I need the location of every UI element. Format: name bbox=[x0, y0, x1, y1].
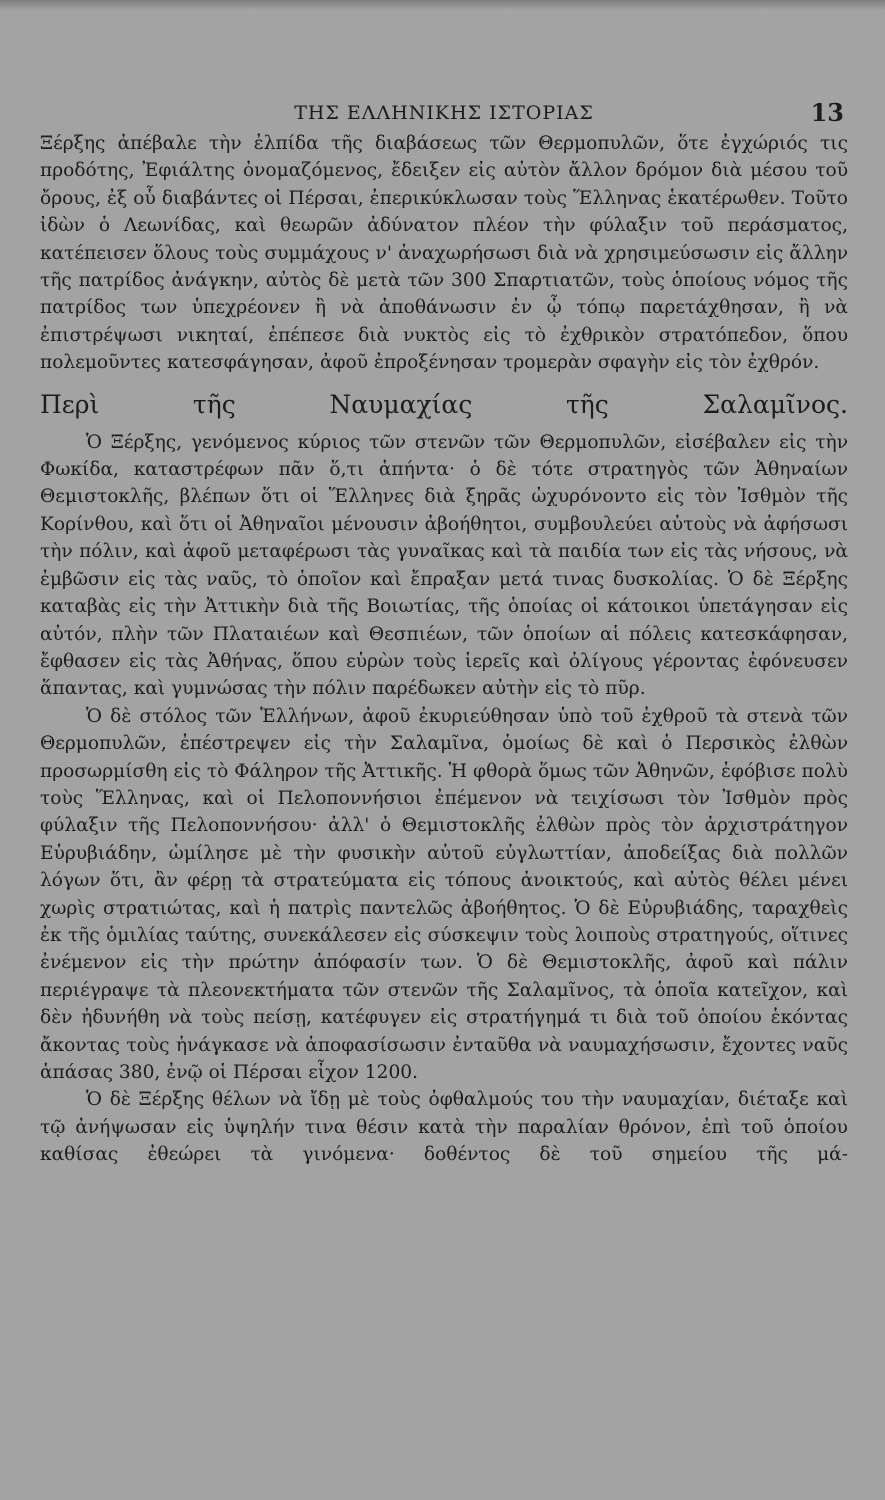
running-head-title: ΤΗΣ ΕΛΛΗΝΙΚΗΣ ΙΣΤΟΡΙΑΣ bbox=[294, 102, 594, 124]
body-text bbox=[40, 130, 848, 1169]
paragraph-continues-next-page: Ὁ δὲ Ξέρξης θέλων νὰ ἴδῃ μὲ τοὺς ὀφθαλμούς του τὴν ναυμαχίαν, διέταξε καὶ τῷ ἀνήψωσαν εἰς ὑψηλήν τινα θέσιν κατὰ τὴν παραλίαν θρόνον, ἐπὶ τοῦ ὁποίου καθίσας ἐθεώρει τὰ γινόμενα· δοθέντος δὲ τοῦ σημείου τῆς μά- bbox=[40, 1089, 848, 1166]
page-number: 13 bbox=[810, 98, 844, 127]
book-page bbox=[40, 96, 848, 1386]
paragraph-continued: Ξέρξης ἀπέβαλε τὴν ἐλπίδα τῆς διαβάσεως τῶν Θερμοπυλῶν, ὅτε ἐγχώριός τις προδότης, Ἐφιάλτης ὀνομαζόμενος, ἔδειξεν εἰς αὐτὸν ἄλλον δρόμον διὰ μέσου τοῦ ὄρους, ἐξ οὗ διαβάντες οἱ Πέρσαι, ἐπερικύκλωσαν τοὺς Ἕλληνας ἑκατέρωθεν. Τοῦτο ἰδὼν ὁ Λεωνίδας, καὶ θεωρῶν ἀδύνατον πλέον τὴν φύλαξιν τοῦ περάσματος, κατέπεισεν ὅλους τοὺς συμμάχους ν' ἀναχωρήσωσι διὰ νὰ χρησιμεύσωσιν εἰς ἄλλην τῆς πατρίδος ἀνάγκην, αὐτὸς δὲ μετὰ τῶν 300 Σπαρτιατῶν, τοὺς ὁποίους νόμος τῆς πατρίδος των ὑπεχρέονεν ἢ νὰ ἀποθάνωσιν ἐν ᾧ τόπῳ παρετάχθησαν, ἢ νὰ ἐπιστρέψωσι νικηταί, ἐπέπεσε διὰ νυκτὸς εἰς τὸ ἐχθρικὸν στρατόπεδον, ὅπου πολεμοῦντες κατεσφάγησαν, ἀφοῦ ἐπροξένησαν τρομερὰν σφαγὴν εἰς τὸν ἐχθρόν. bbox=[40, 133, 848, 374]
paragraph: Ὁ Ξέρξης, γενόμενος κύριος τῶν στενῶν τῶν Θερμοπυλῶν, εἰσέβαλεν εἰς τὴν Φωκίδα, καταστρέφων πᾶν ὅ,τι ἀπήντα· ὁ δὲ τότε στρατηγὸς τῶν Ἀθηναίων Θεμιστοκλῆς, βλέπων ὅτι οἱ Ἕλληνες διὰ ξηρᾶς ὠχυρόνοντο εἰς τὸν Ἰσθμὸν τῆς Κορίνθου, καὶ ὅτι οἱ Ἀθηναῖοι μένουσιν ἀβοήθητοι, συμβουλεύει αὐτοὺς νὰ ἀφήσωσι τὴν πόλιν, καὶ ἀφοῦ μεταφέρωσι τὰς γυναῖκας καὶ τὰ παιδία των εἰς τὰς νήσους, νὰ ἐμβῶσιν εἰς τὰς ναῦς, τὸ ὁποῖον καὶ ἔπραξαν μετά τινας δυσκολίας. Ὁ δὲ Ξέρξης καταβὰς εἰς τὴν Ἀττικὴν διὰ τῆς Βοιωτίας, τῆς ὁποίας οἱ κάτοικοι ὑπετάγησαν εἰς αὐτόν, πλὴν τῶν Πλαταιέων καὶ Θεσπιέων, τῶν ὁποίων αἱ πόλεις κατεσκάφησαν, ἔφθασεν εἰς τὰς Ἀθήνας, ὅπου εὑρὼν τοὺς ἱερεῖς καὶ ὀλίγους γέροντας ἐφόνευσεν ἅπαντας, καὶ γυμνώσας τὴν πόλιν παρέδωκεν αὐτὴν εἰς τὸ πῦρ. bbox=[40, 431, 848, 700]
section-heading: Περὶ τῆς Ναυμαχίας τῆς Σαλαμῖνος. bbox=[40, 389, 848, 419]
paragraph: Ὁ δὲ στόλος τῶν Ἑλλήνων, ἀφοῦ ἐκυριεύθησαν ὑπὸ τοῦ ἐχθροῦ τὰ στενὰ τῶν Θερμοπυλῶν, ἐπέστρεψεν εἰς τὴν Σαλαμῖνα, ὁμοίως δὲ καὶ ὁ Περσικὸς ἐλθὼν προσωρμίσθη εἰς τὸ Φάληρον τῆς Ἀττικῆς. Ἡ φθορὰ ὅμως τῶν Ἀθηνῶν, ἐφόβισε πολὺ τοὺς Ἕλληνας, καὶ οἱ Πελοποννήσιοι ἐπέμενον νὰ τειχίσωσι τὸν Ἰσθμὸν πρὸς φύλαξιν τῆς Πελοποννήσου· ἀλλ' ὁ Θεμιστοκλῆς ἐλθὼν πρὸς τὸν ἀρχιστράτηγον Εὐρυβιάδην, ὡμίλησε μὲ τὴν φυσικὴν αὐτοῦ εὐγλωττίαν, ἀποδείξας διὰ πολλῶν λόγων ὅτι, ἂν φέρῃ τὰ στρατεύματα εἰς τόπους ἀνοικτούς, καὶ αὐτὸς θέλει μένει χωρὶς στρατιώτας, καὶ ἡ πατρὶς παντελῶς ἀβοήθητος. Ὁ δὲ Εὐρυβιάδης, ταραχθεὶς ἐκ τῆς ὁμιλίας ταύτης, συνεκάλεσεν εἰς σύσκεψιν τοὺς λοιποὺς στρατηγούς, οἵτινες ἐνέμενον εἰς τὴν πρώτην ἀπόφασίν των. Ὁ δὲ Θεμιστοκλῆς, ἀφοῦ καὶ πάλιν περιέγραψε τὰ πλεονεκτήματα τῶν στενῶν τῆς Σαλαμῖνος, τὰ ὁποῖα κατεῖχον, καὶ δὲν ἠδυνήθη νὰ τοὺς πείσῃ, κατέφυγεν εἰς στρατήγημά τι διὰ τοῦ ὁποίου ἑκόντας ἄκοντας τοὺς ἠνάγκασε νὰ ἀποφασίσωσιν ἐνταῦθα νὰ ναυμαχήσωσιν, ἔχοντες ναῦς ἁπάσας 380, ἐνῷ οἱ Πέρσαι εἶχον 1200. bbox=[40, 705, 848, 1083]
running-head bbox=[40, 96, 848, 130]
scan-edge-shadow bbox=[0, 0, 885, 10]
